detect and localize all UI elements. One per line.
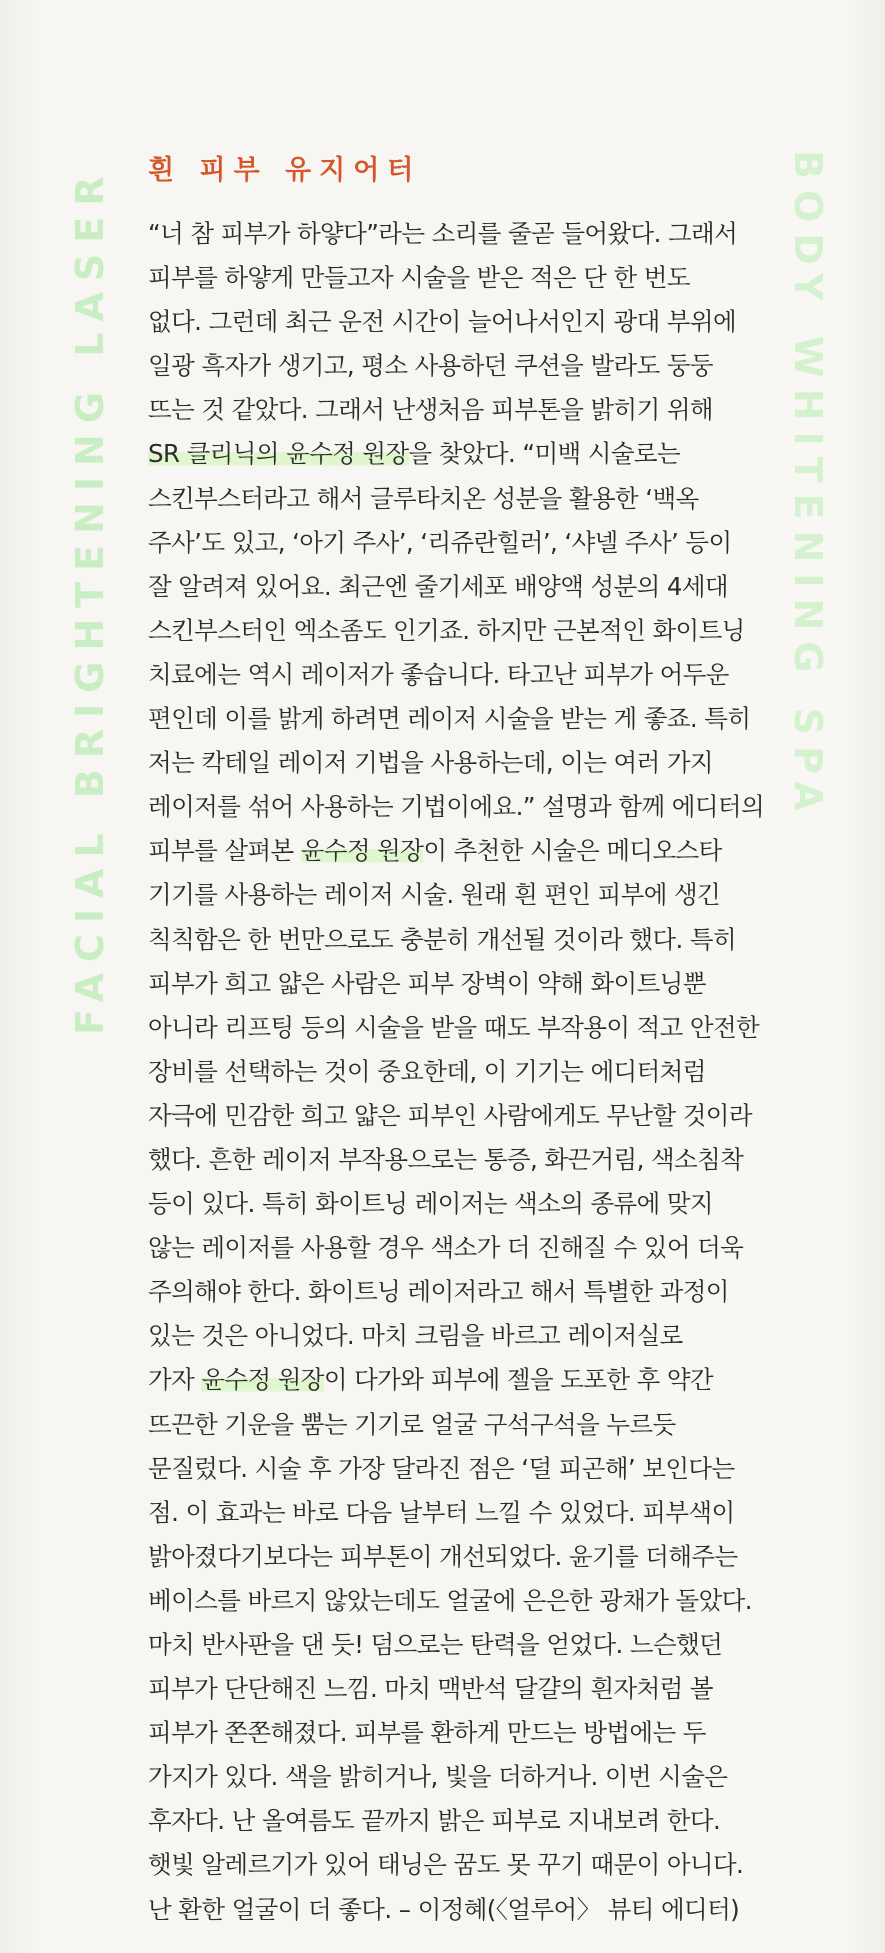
article-line — [148, 344, 808, 388]
line-text: 자극에 민감한 희고 얇은 피부인 사람에게도 무난할 것이라 — [148, 1100, 752, 1130]
line-text: 피부가 쫀쫀해졌다. 피부를 환하게 만드는 방법에는 두 — [148, 1718, 706, 1748]
article-line — [148, 1094, 808, 1138]
article-line — [148, 1579, 808, 1623]
article-line — [148, 388, 808, 432]
line-text: 없다. 그런데 최근 운전 시간이 늘어나서인지 광대 부위에 — [148, 307, 737, 337]
line-text: 가자 — [148, 1365, 202, 1395]
article-line — [148, 1138, 808, 1182]
article-line — [148, 873, 808, 917]
highlighted-name: 윤수정 원장 — [201, 1365, 324, 1395]
line-text: 피부를 살펴본 — [148, 836, 301, 866]
article-line — [148, 1755, 808, 1799]
line-text: 햇빛 알레르기가 있어 태닝은 꿈도 못 꾸기 때문이 아니다. — [148, 1850, 744, 1880]
line-text: 점. 이 효과는 바로 다음 날부터 느낄 수 있었다. 피부색이 — [148, 1497, 735, 1527]
line-text: 문질렀다. 시술 후 가장 달라진 점은 ‘덜 피곤해’ 보인다는 — [148, 1453, 735, 1483]
highlighted-name: 윤수정 원장 — [300, 836, 424, 866]
line-text: 저는 칵테일 레이저 기법을 사용하는데, 이는 여러 가지 — [148, 748, 713, 778]
article-line — [148, 1447, 808, 1491]
vertical-section-label-right: BODY WHITENING SPA — [786, 150, 830, 822]
article-line — [148, 1623, 808, 1667]
article-line — [148, 1843, 808, 1887]
line-text: 잘 알려져 있어요. 최근엔 줄기세포 배양액 성분의 4세대 — [148, 571, 728, 601]
article-body — [148, 212, 808, 1932]
article-line — [148, 432, 808, 476]
line-text: 일광 흑자가 생기고, 평소 사용하던 쿠션을 발라도 둥둥 — [148, 351, 713, 381]
article-line — [148, 1270, 808, 1314]
line-text: 기기를 사용하는 레이저 시술. 원래 흰 편인 피부에 생긴 — [148, 880, 721, 910]
article-line — [148, 256, 808, 300]
line-text: 아니라 리프팅 등의 시술을 받을 때도 부작용이 적고 안전한 — [148, 1012, 760, 1042]
line-text: 피부가 희고 얇은 사람은 피부 장벽이 약해 화이트닝뿐 — [148, 968, 706, 998]
article-line — [148, 609, 808, 653]
line-text: 난 환한 얼굴이 더 좋다. – 이정혜(〈얼루어〉 뷰티 에디터) — [148, 1894, 740, 1924]
line-text: 장비를 선택하는 것이 중요한데, 이 기기는 에디터처럼 — [148, 1056, 706, 1086]
line-text: 않는 레이저를 사용할 경우 색소가 더 진해질 수 있어 더욱 — [148, 1233, 744, 1263]
article-line — [148, 1403, 808, 1447]
line-text: 스킨부스터인 엑소좀도 인기죠. 하지만 근본적인 화이트닝 — [148, 615, 745, 645]
line-text: 피부를 하얗게 만들고자 시술을 받은 적은 단 한 번도 — [148, 263, 690, 293]
article-line — [148, 1006, 808, 1050]
article-line — [148, 918, 808, 962]
article-line — [148, 962, 808, 1006]
article-line — [148, 785, 808, 829]
line-text: 후자다. 난 올여름도 끝까지 밝은 피부로 지내보려 한다. — [148, 1806, 721, 1836]
line-text: 뜨끈한 기운을 뿜는 기기로 얼굴 구석구석을 누르듯 — [148, 1409, 676, 1439]
line-text: 마치 반사판을 댄 듯! 덤으로는 탄력을 얻었다. 느슨했던 — [148, 1630, 723, 1659]
line-text: “너 참 피부가 하얗다”라는 소리를 줄곧 들어왔다. 그래서 — [148, 219, 738, 248]
article-line — [148, 1667, 808, 1711]
line-text: 레이저를 섞어 사용하는 기법이에요.” 설명과 함께 에디터의 — [148, 792, 765, 822]
line-text: 스킨부스터라고 해서 글루타치온 성분을 활용한 ‘백옥 — [148, 483, 699, 513]
article-line — [148, 653, 808, 697]
vertical-section-label-left: FACIAL BRIGHTENING LASER — [68, 165, 112, 1035]
article-line — [148, 1358, 808, 1402]
line-text: 편인데 이를 밝게 하려면 레이저 시술을 받는 게 좋죠. 특히 — [148, 704, 751, 734]
line-text: 주의해야 한다. 화이트닝 레이저라고 해서 특별한 과정이 — [148, 1277, 729, 1307]
line-text: 이 다가와 피부에 젤을 도포한 후 약간 — [323, 1365, 713, 1395]
article-heading: 흰 피부 유지어터 — [148, 155, 422, 186]
article-line — [148, 1050, 808, 1094]
line-text: 가지가 있다. 색을 밝히거나, 빛을 더하거나. 이번 시술은 — [148, 1762, 728, 1792]
article-line — [148, 1314, 808, 1358]
article-line — [148, 212, 808, 256]
article-line — [148, 1226, 808, 1270]
line-text: 피부가 단단해진 느낌. 마치 맥반석 달걀의 흰자처럼 볼 — [148, 1674, 713, 1704]
line-text: 칙칙함은 한 번만으로도 충분히 개선될 것이라 했다. 특히 — [148, 924, 737, 954]
article-line — [148, 1799, 808, 1843]
article-line — [148, 1711, 808, 1755]
line-text: 주사’도 있고, ‘아기 주사’, ‘리쥬란힐러’, ‘샤넬 주사’ 등이 — [148, 527, 732, 557]
line-text: 했다. 흔한 레이저 부작용으로는 통증, 화끈거림, 색소침착 — [148, 1144, 744, 1174]
line-text: 있는 것은 아니었다. 마치 크림을 바르고 레이저실로 — [148, 1321, 683, 1351]
article-line — [148, 1182, 808, 1226]
article-line — [148, 741, 808, 785]
article-line — [148, 1535, 808, 1579]
line-text: 베이스를 바르지 않았는데도 얼굴에 은은한 광채가 돌았다. — [148, 1585, 752, 1615]
article-line — [148, 521, 808, 565]
line-text: 이 추천한 시술은 메디오스타 — [423, 836, 722, 866]
line-text: 을 찾았다. “미백 시술로는 — [408, 439, 681, 469]
line-text: 밝아졌다기보다는 피부톤이 개선되었다. 윤기를 더해주는 — [148, 1541, 738, 1571]
article-line — [148, 1888, 808, 1932]
article-line — [148, 697, 808, 741]
article-line — [148, 1491, 808, 1535]
line-text: 등이 있다. 특히 화이트닝 레이저는 색소의 종류에 맞지 — [148, 1189, 713, 1219]
highlighted-name: SR 클리닉의 윤수정 원장 — [148, 439, 409, 469]
article-line — [148, 300, 808, 344]
article-line — [148, 477, 808, 521]
article-line — [148, 565, 808, 609]
line-text: 치료에는 역시 레이저가 좋습니다. 타고난 피부가 어두운 — [148, 659, 729, 689]
article-line — [148, 829, 808, 873]
line-text: 뜨는 것 같았다. 그래서 난생처음 피부톤을 밝히기 위해 — [148, 395, 713, 425]
